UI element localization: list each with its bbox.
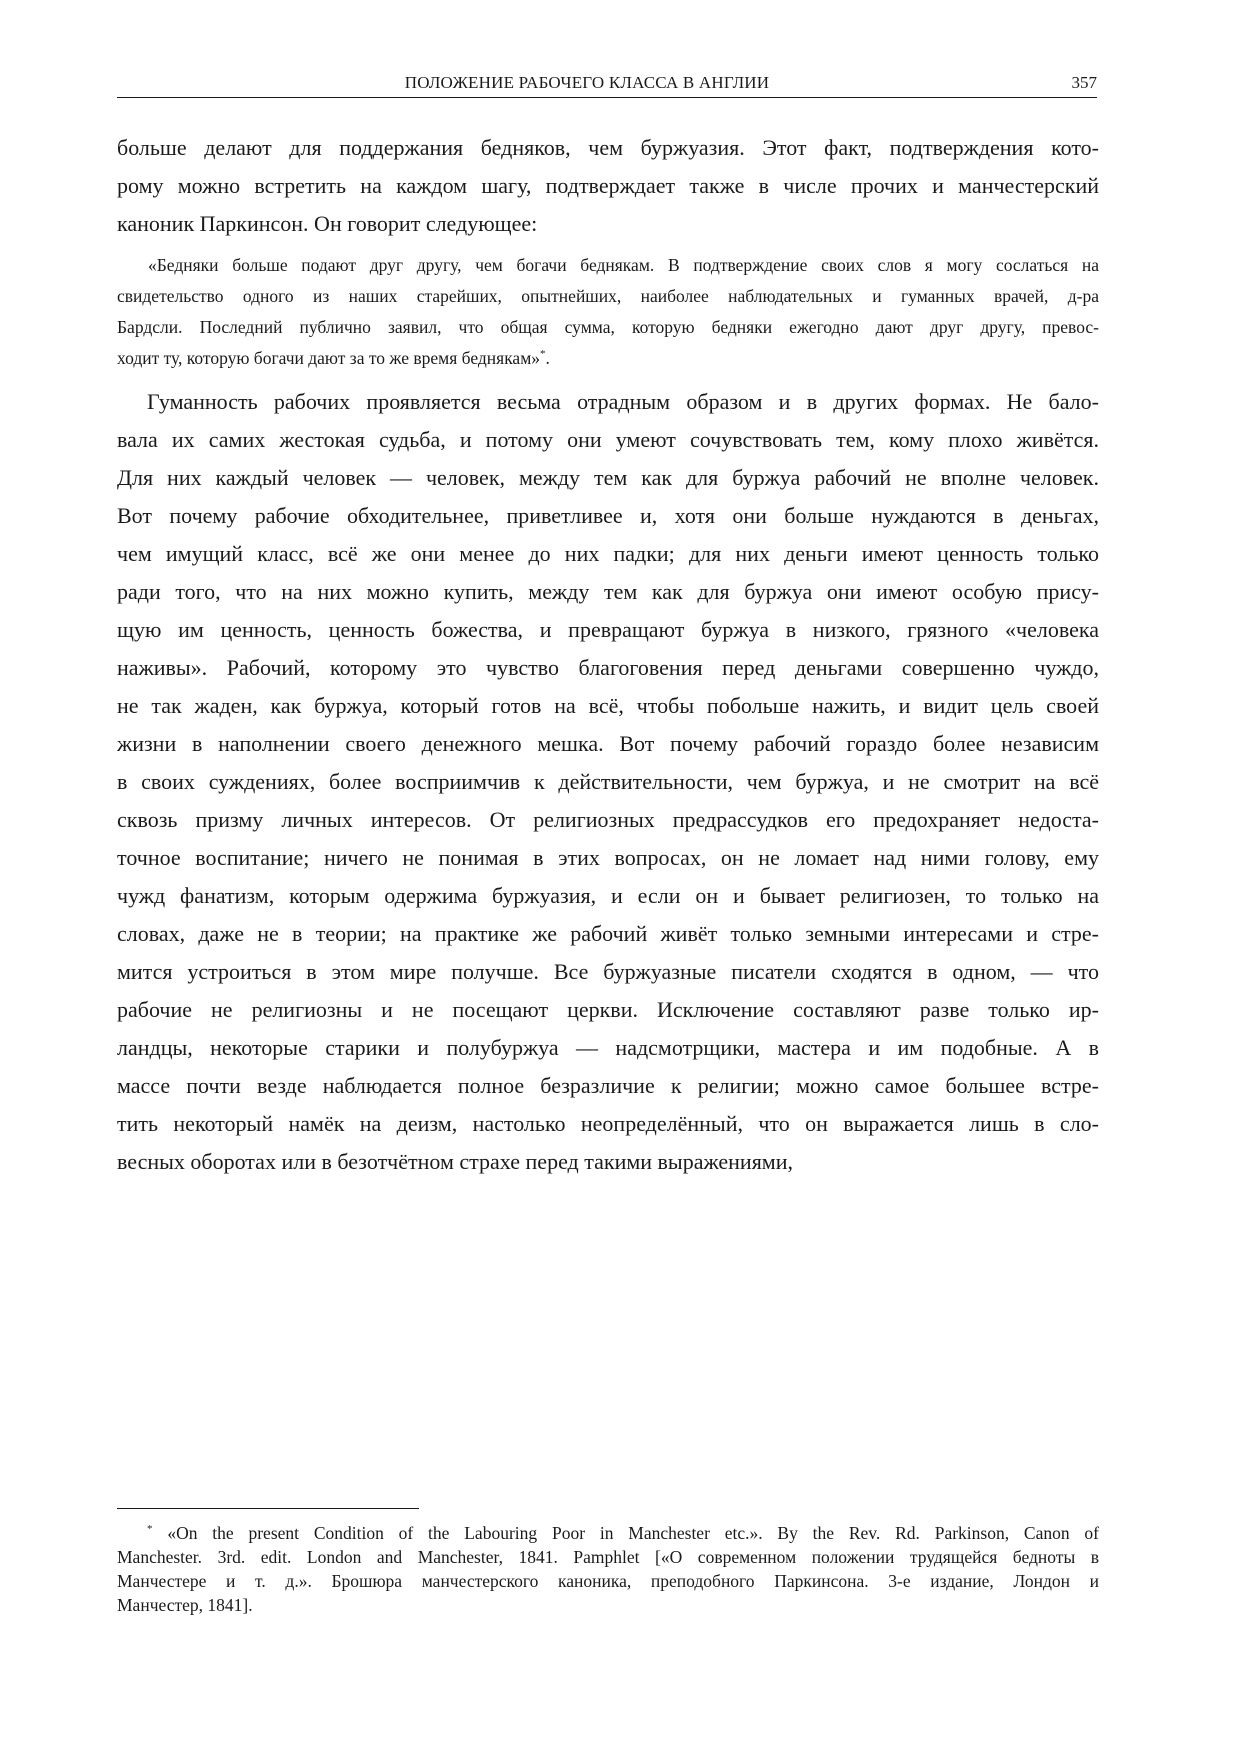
header-rule [117, 97, 1097, 98]
footnote-line: Manchester. 3rd. edit. London and Manchester, 1841. Pamphlet [«О современном положении трудящейся бедноты в [117, 1547, 1099, 1567]
paragraph-line: вала их самих жестокая судьба, и потому они умеют сочувствовать тем, кому плохо живётся. [117, 427, 1099, 452]
paragraph-line: наживы». Рабочий, которому это чувство благоговения перед деньгами совершенно чуждо, [117, 655, 1099, 680]
footnote-mark: * [147, 1523, 153, 1536]
paragraph-line: чужд фанатизм, которым одержима буржуазия, и если он и бывает религиозен, то только на [117, 883, 1099, 908]
paragraph-line: рабочие не религиозны и не посещают церкви. Исключение составляют разве только ир- [117, 997, 1099, 1022]
paragraph-line: жизни в наполнении своего денежного мешка. Вот почему рабочий гораздо более независим [117, 731, 1099, 756]
footnote-line [147, 1521, 1099, 1545]
footnote-line: Манчестере и т. д.». Брошюра манчестерского каноника, преподобного Паркинсона. 3-е издание, Лондон и [117, 1571, 1099, 1591]
running-header [117, 73, 1097, 97]
paragraph-line: больше делают для поддержания бедняков, чем буржуазия. Этот факт, подтверждения кото- [117, 135, 1099, 160]
paragraph-line: словах, даже не в теории; на практике же рабочий живёт только земными интересами и стре- [117, 921, 1099, 946]
footnote-line: Манчестер, 1841]. [117, 1595, 253, 1615]
paragraph-line: в своих суждениях, более восприимчив к действительности, чем буржуа, и не смотрит на всё [117, 769, 1099, 794]
paragraph-line: ради того, что на них можно купить, между тем как для буржуа они имеют особую прису- [117, 579, 1099, 604]
quote-line-last [117, 345, 1099, 371]
paragraph-line: мится устроиться в этом мире получше. Все буржуазные писатели сходятся в одном, — что [117, 959, 1099, 984]
paragraph-line: точное воспитание; ничего не понимая в этих вопросах, он не ломает над ними голову, ему [117, 845, 1099, 870]
running-title: ПОЛОЖЕНИЕ РАБОЧЕГО КЛАССА В АНГЛИИ [404, 73, 770, 92]
quote-line: «Бедняки больше подают друг другу, чем богачи беднякам. В подтверждение своих слов я могу сослаться на [148, 255, 1099, 275]
quote-line: свидетельство одного из наших старейших, опытнейших, наиболее наблюдательных и гуманных врачей, д-ра [117, 286, 1099, 306]
footnote-reference[interactable]: * [540, 348, 546, 361]
paragraph-line: ландцы, некоторые старики и полубуржуа — надсмотрщики, мастера и им подобные. А в [117, 1035, 1099, 1060]
quote-end-punctuation: . [545, 348, 550, 368]
paragraph-line: сквозь призму личных интересов. От религиозных предрассудков его предохраняет недоста- [117, 807, 1099, 832]
paragraph-line: Гуманность рабочих проявляется весьма отрадным образом и в других формах. Не бало- [147, 389, 1099, 414]
footnote-text: «On the present Condition of the Labouring Poor in Manchester etc.». By the Rev. Rd. Parkinson, Canon of [167, 1523, 1099, 1543]
page-number: 357 [1071, 73, 1097, 92]
quote-text: ходит ту, которую богачи дают за то же время беднякам» [117, 348, 541, 368]
quote-line: Бардсли. Последний публично заявил, что общая сумма, которую бедняки ежегодно дают друг другу, превос- [117, 317, 1099, 337]
footnote-rule [117, 1508, 419, 1509]
paragraph-line: тить некоторый намёк на деизм, настолько неопределённый, что он выражается лишь в сло- [117, 1111, 1099, 1136]
paragraph-line: весных оборотах или в безотчётном страхе перед такими выражениями, [117, 1149, 794, 1174]
paragraph-line: Вот почему рабочие обходительнее, приветливее и, хотя они больше нуждаются в деньгах, [117, 503, 1099, 528]
paragraph-line: каноник Паркинсон. Он говорит следующее: [117, 211, 538, 236]
paragraph-line: щую им ценность, ценность божества, и превращают буржуа в низкого, грязного «человека [117, 617, 1099, 642]
paragraph-line: Для них каждый человек — человек, между тем как для буржуа рабочий не вполне человек. [117, 465, 1099, 490]
paragraph-line: чем имущий класс, всё же они менее до них падки; для них деньги имеют ценность только [117, 541, 1099, 566]
paragraph-line: массе почти везде наблюдается полное безразличие к религии; можно самое большее встре- [117, 1073, 1099, 1098]
paragraph-line: не так жаден, как буржуа, который готов на всё, чтобы побольше нажить, и видит цель своей [117, 693, 1099, 718]
paragraph-line: рому можно встретить на каждом шагу, подтверждает также в числе прочих и манчестерский [117, 173, 1099, 198]
